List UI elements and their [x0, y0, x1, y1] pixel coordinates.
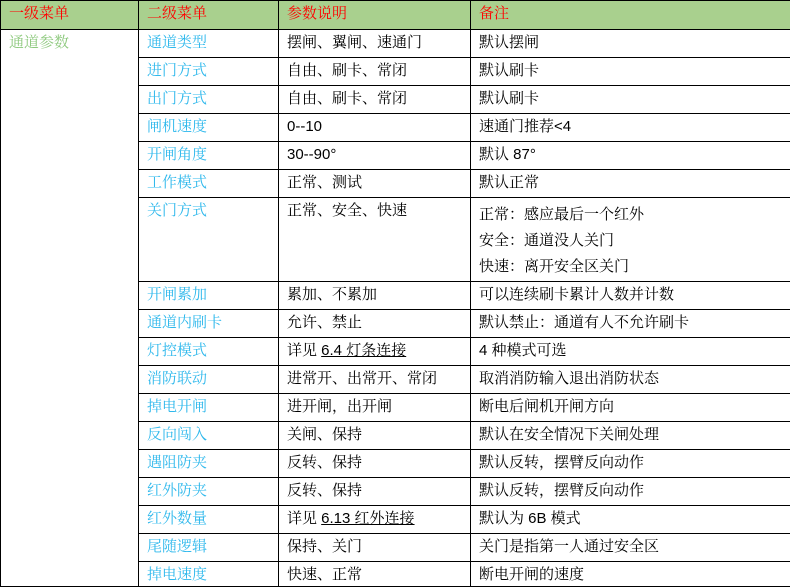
note-cell: 默认刷卡	[471, 58, 790, 86]
menu-cell: 灯控模式	[139, 338, 279, 366]
note-cell: 速通门推荐<4	[471, 114, 790, 142]
note-cell: 取消消防输入退出消防状态	[471, 366, 790, 394]
menu-cell: 进门方式	[139, 58, 279, 86]
note-cell: 断电后闸机开闸方向	[471, 394, 790, 422]
menu-cell: 工作模式	[139, 170, 279, 198]
param-cell: 保持、关门	[279, 534, 471, 562]
note-line: 正常：感应最后一个红外	[479, 202, 782, 228]
note-line: 安全：通道没人关门	[479, 228, 782, 254]
table-header-row	[1, 1, 790, 30]
note-cell: 可以连续刷卡累计人数并计数	[471, 282, 790, 310]
menu-cell: 消防联动	[139, 366, 279, 394]
menu-cell: 开闸角度	[139, 142, 279, 170]
menu-cell: 掉电速度	[139, 562, 279, 587]
menu-cell: 红外防夹	[139, 478, 279, 506]
menu-cell: 红外数量	[139, 506, 279, 534]
menu-cell: 通道内刷卡	[139, 310, 279, 338]
note-cell: 默认 87°	[471, 142, 790, 170]
param-cell: 快速、正常	[279, 562, 471, 587]
param-prefix: 详见	[287, 342, 321, 359]
menu-cell: 反向闯入	[139, 422, 279, 450]
param-cell: 自由、刷卡、常闭	[279, 58, 471, 86]
param-cell: 30--90°	[279, 142, 471, 170]
param-cell	[279, 338, 471, 366]
param-cell: 正常、安全、快速	[279, 198, 471, 282]
note-cell: 默认正常	[471, 170, 790, 198]
note-cell: 默认在安全情况下关闸处理	[471, 422, 790, 450]
menu-cell: 尾随逻辑	[139, 534, 279, 562]
menu-cell: 关门方式	[139, 198, 279, 282]
section-link[interactable]: 6.13 红外连接	[321, 510, 414, 527]
param-cell: 0--10	[279, 114, 471, 142]
menu-cell: 通道类型	[139, 30, 279, 58]
note-cell: 默认摆闸	[471, 30, 790, 58]
menu-cell: 掉电开闸	[139, 394, 279, 422]
table-row	[1, 30, 790, 58]
note-cell: 默认为 6B 模式	[471, 506, 790, 534]
param-prefix: 详见	[287, 510, 321, 527]
menu-cell: 遇阻防夹	[139, 450, 279, 478]
param-cell: 累加、不累加	[279, 282, 471, 310]
note-cell: 默认禁止：通道有人不允许刷卡	[471, 310, 790, 338]
note-cell: 4 种模式可选	[471, 338, 790, 366]
header-param-description: 参数说明	[279, 1, 471, 30]
note-cell: 关门是指第一人通过安全区	[471, 534, 790, 562]
note-cell	[471, 198, 790, 282]
header-level1-menu: 一级菜单	[1, 1, 139, 30]
param-cell: 反转、保持	[279, 478, 471, 506]
menu-cell: 闸机速度	[139, 114, 279, 142]
note-cell: 默认反转，摆臂反向动作	[471, 478, 790, 506]
note-cell: 默认反转，摆臂反向动作	[471, 450, 790, 478]
note-line: 快速：离开安全区关门	[479, 254, 782, 280]
menu-cell: 开闸累加	[139, 282, 279, 310]
param-cell: 关闸、保持	[279, 422, 471, 450]
section-link[interactable]: 6.4 灯条连接	[321, 342, 406, 359]
param-cell: 正常、测试	[279, 170, 471, 198]
note-cell: 断电开闸的速度	[471, 562, 790, 587]
param-cell: 允许、禁止	[279, 310, 471, 338]
param-cell: 反转、保持	[279, 450, 471, 478]
level1-menu-cell: 通道参数	[1, 30, 139, 587]
param-cell: 摆闸、翼闸、速通门	[279, 30, 471, 58]
header-level2-menu: 二级菜单	[139, 1, 279, 30]
param-cell: 自由、刷卡、常闭	[279, 86, 471, 114]
param-cell: 进常开、出常开、常闭	[279, 366, 471, 394]
header-remarks: 备注	[471, 1, 790, 30]
note-cell: 默认刷卡	[471, 86, 790, 114]
param-cell	[279, 506, 471, 534]
param-cell: 进开闸，出开闸	[279, 394, 471, 422]
menu-cell: 出门方式	[139, 86, 279, 114]
